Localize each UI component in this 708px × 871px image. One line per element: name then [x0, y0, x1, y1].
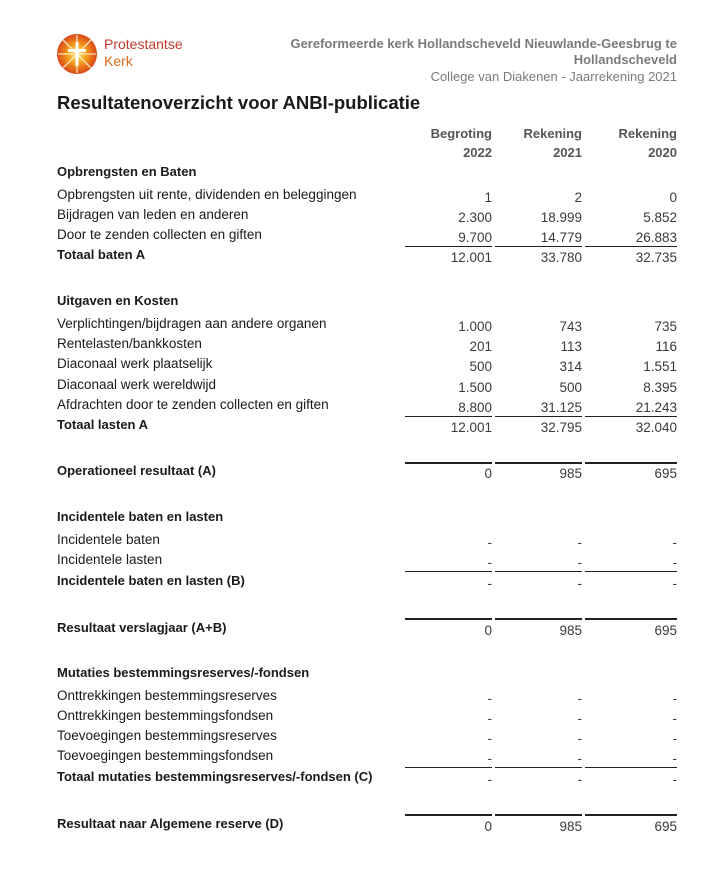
divider [585, 767, 677, 768]
table-row-total: Incidentele baten en lasten (B) - - - [57, 573, 677, 591]
table-row-total: Totaal mutaties bestemmingsreserves/-fondsen (C) - - - [57, 769, 677, 787]
organization-header [217, 36, 677, 85]
brand-name [104, 36, 183, 70]
table-row: Diaconaal werk plaatselijk 500 314 1.551 [57, 356, 677, 374]
table-row-total: Totaal baten A 12.001 33.780 32.735 [57, 247, 677, 265]
table-row: Rentelasten/bankkosten 201 113 116 [57, 336, 677, 354]
divider [495, 571, 582, 572]
org-name-line-2: Hollandscheveld [573, 52, 677, 67]
table-row: Onttrekkingen bestemmingsreserves - - - [57, 688, 677, 706]
table-row: Verplichtingen/bijdragen aan andere organen 1.000 743 735 [57, 316, 677, 334]
column-header-rekening-2021: Rekening 2021 [523, 126, 582, 160]
table-row: Door te zenden collecten en giften 9.700 14.779 26.883 [57, 227, 677, 245]
protestantse-kerk-logo [56, 33, 98, 75]
section-heading: Uitgaven en Kosten [57, 293, 179, 308]
brand-line-1: Protestantse [104, 36, 183, 52]
brand-line-2: Kerk [104, 53, 133, 69]
table-row-result: Resultaat verslagjaar (A+B) 0 985 695 [57, 620, 677, 638]
table-row-result: Operationeel resultaat (A) 0 985 695 [57, 463, 677, 481]
table-row: Diaconaal werk wereldwijd 1.500 500 8.395 [57, 377, 677, 395]
table-row: Opbrengsten uit rente, dividenden en beleggingen 1 2 0 [57, 187, 677, 205]
section-heading: Opbrengsten en Baten [57, 164, 197, 179]
org-name-line-1: Gereformeerde kerk Hollandscheveld Nieuwlande-Geesbrug te [290, 36, 677, 51]
table-row: Bijdragen van leden en anderen 2.300 18.999 5.852 [57, 207, 677, 225]
column-header-rekening-2020: Rekening 2020 [618, 126, 677, 160]
section-heading: Mutaties bestemmingsreserves/-fondsen [57, 665, 310, 680]
table-row-result: Resultaat naar Algemene reserve (D) 0 985 695 [57, 816, 677, 834]
divider [585, 571, 677, 572]
divider [405, 571, 492, 572]
table-row: Onttrekkingen bestemmingsfondsen - - - [57, 708, 677, 726]
org-subtitle: College van Diakenen - Jaarrekening 2021 [430, 69, 677, 84]
table-row: Toevoegingen bestemmingsreserves - - - [57, 728, 677, 746]
divider [495, 767, 582, 768]
page-title: Resultatenoverzicht voor ANBI-publicatie [57, 92, 421, 113]
table-row-total: Totaal lasten A 12.001 32.795 32.040 [57, 417, 677, 435]
table-row: Incidentele baten - - - [57, 532, 677, 550]
column-header-begroting-2022: Begroting 2022 [430, 126, 492, 160]
divider [405, 767, 492, 768]
section-heading: Incidentele baten en lasten [57, 509, 224, 524]
table-row: Incidentele lasten - - - [57, 552, 677, 570]
table-row: Toevoegingen bestemmingsfondsen - - - [57, 748, 677, 766]
table-row: Afdrachten door te zenden collecten en giften 8.800 31.125 21.243 [57, 397, 677, 415]
